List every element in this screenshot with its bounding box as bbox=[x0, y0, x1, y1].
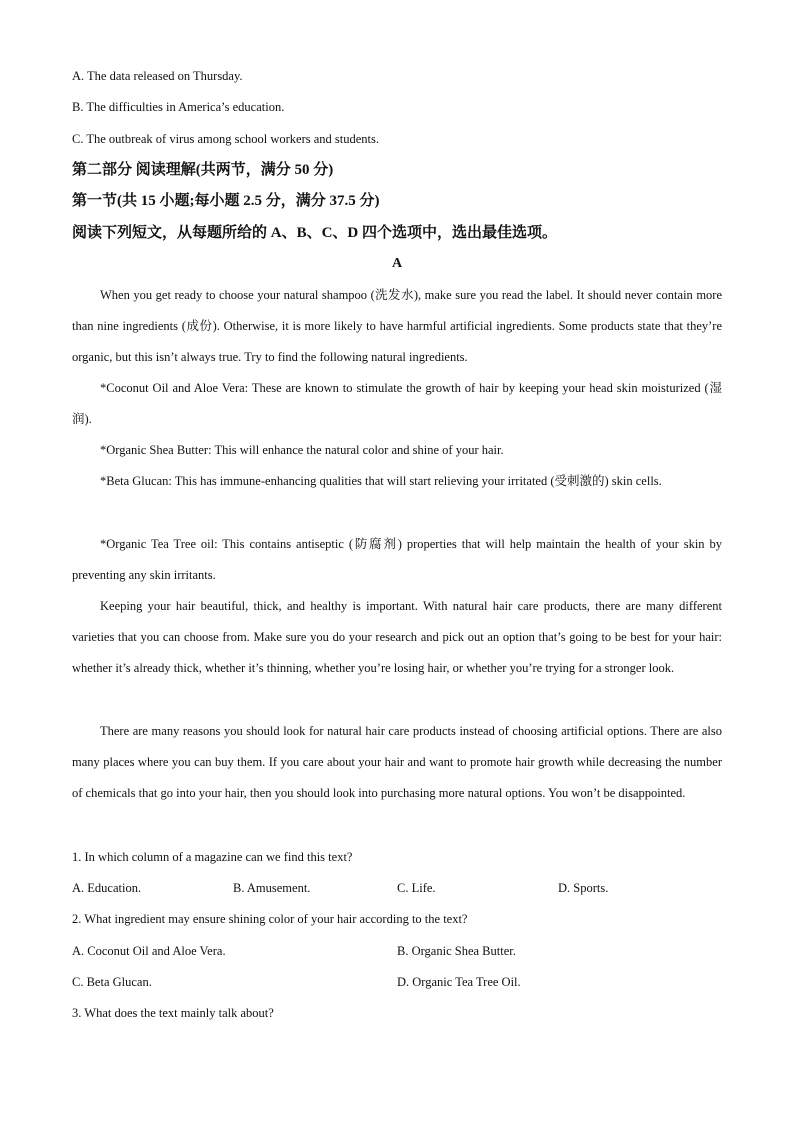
section-heading-reading: 第二部分 阅读理解(共两节，满分 50 分) bbox=[72, 162, 334, 178]
paragraph-shea-butter: *Organic Shea Butter: This will enhance the natural color and shine of your hair. bbox=[100, 443, 504, 457]
instruction-text: 阅读下列短文，从每题所给的 A、B、C、D 四个选项中，选出最佳选项。 bbox=[72, 225, 558, 241]
question-2-option-b: B. Organic Shea Butter. bbox=[397, 944, 516, 958]
paragraph-shampoo-label: When you get ready to choose your natural shampoo (洗发水), make sure you read the label. It should never contain more than nine ingredients (成份). Otherwise, it is more likely to have harmful artificial ingredients. Some products state that they’re organic, but this isn’t always true. Try to find the following natural ingredients. bbox=[72, 288, 722, 365]
question-2-option-a: A. Coconut Oil and Aloe Vera. bbox=[72, 944, 226, 958]
question-3-stem: 3. What does the text mainly talk about? bbox=[72, 1006, 274, 1020]
question-1-option-d: D. Sports. bbox=[558, 881, 609, 895]
question-2-option-d: D. Organic Tea Tree Oil. bbox=[397, 975, 521, 989]
paragraph-tea-tree-oil: *Organic Tea Tree oil: This contains antiseptic (防腐剂) properties that will help maintain the health of your skin by preventing any skin irritants. bbox=[72, 537, 722, 583]
question-1-option-b: B. Amusement. bbox=[233, 881, 311, 895]
passage-label: A bbox=[391, 256, 403, 271]
question-1-option-c: C. Life. bbox=[397, 881, 436, 895]
question-2-stem: 2. What ingredient may ensure shining color of your hair according to the text? bbox=[72, 912, 468, 926]
question-2-option-c: C. Beta Glucan. bbox=[72, 975, 152, 989]
prev-option-a: A. The data released on Thursday. bbox=[72, 69, 243, 83]
paragraph-reasons: There are many reasons you should look for natural hair care products instead of choosing artificial options. There are also many places where you can buy them. If you care about your hair and want to promote hair growth while decreasing the number of chemicals that go into your hair, then you should look into purchasing more natural options. You won’t be disappointed. bbox=[72, 724, 722, 801]
paragraph-beta-glucan: *Beta Glucan: This has immune-enhancing qualities that will start relieving your irritated (受刺激的) skin cells. bbox=[100, 474, 662, 488]
prev-option-c: C. The outbreak of virus among school workers and students. bbox=[72, 132, 380, 146]
question-1-option-a: A. Education. bbox=[72, 881, 142, 895]
section-heading-part-one: 第一节(共 15 小题;每小题 2.5 分，满分 37.5 分) bbox=[72, 193, 380, 209]
paragraph-coconut-oil: *Coconut Oil and Aloe Vera: These are known to stimulate the growth of hair by keeping your head skin moisturized (湿润). bbox=[72, 381, 722, 427]
prev-option-b: B. The difficulties in America’s education. bbox=[72, 100, 285, 114]
paragraph-keeping-hair: Keeping your hair beautiful, thick, and healthy is important. With natural hair care products, there are many different varieties that you can choose from. Make sure you do your research and pick out an option that’s going to be best for your hair: whether it’s already thick, whether it’s thinning, whether you’re losing hair, or whether you’re trying for a stronger look. bbox=[72, 599, 722, 676]
question-1-stem: 1. In which column of a magazine can we find this text? bbox=[72, 850, 353, 864]
